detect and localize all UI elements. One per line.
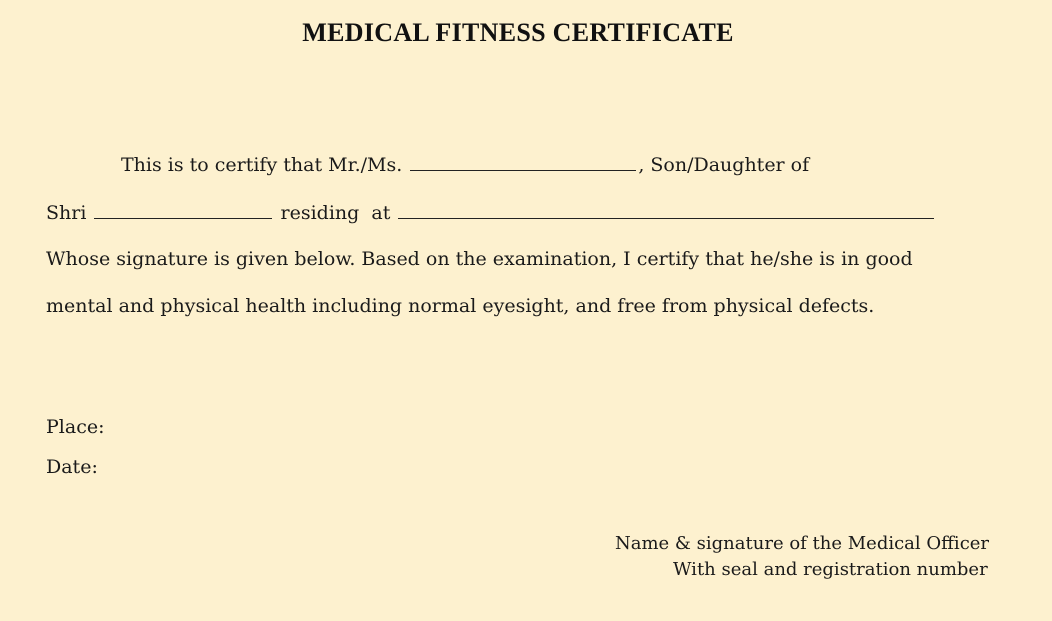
address-blank (398, 200, 934, 219)
residing-label: residing at (280, 202, 391, 224)
body-line-3: Whose signature is given below. Based on the examination, I certify that he/she is in good (46, 248, 913, 270)
relation-suffix: , Son/Daughter of (638, 154, 810, 176)
father-name-blank (94, 200, 272, 219)
certify-line (121, 152, 809, 176)
certificate-title: MEDICAL FITNESS CERTIFICATE (302, 18, 734, 47)
father-residence-line (46, 200, 936, 224)
place-label: Place: (46, 416, 105, 438)
body-line-4: mental and physical health including normal eyesight, and free from physical defects. (46, 295, 875, 317)
person-name-blank (410, 152, 636, 171)
seal-caption: With seal and registration number (673, 559, 988, 580)
shri-label: Shri (46, 202, 87, 224)
signature-caption: Name & signature of the Medical Officer (615, 533, 990, 554)
certify-prefix: This is to certify that Mr./Ms. (121, 154, 403, 176)
date-label: Date: (46, 456, 98, 478)
